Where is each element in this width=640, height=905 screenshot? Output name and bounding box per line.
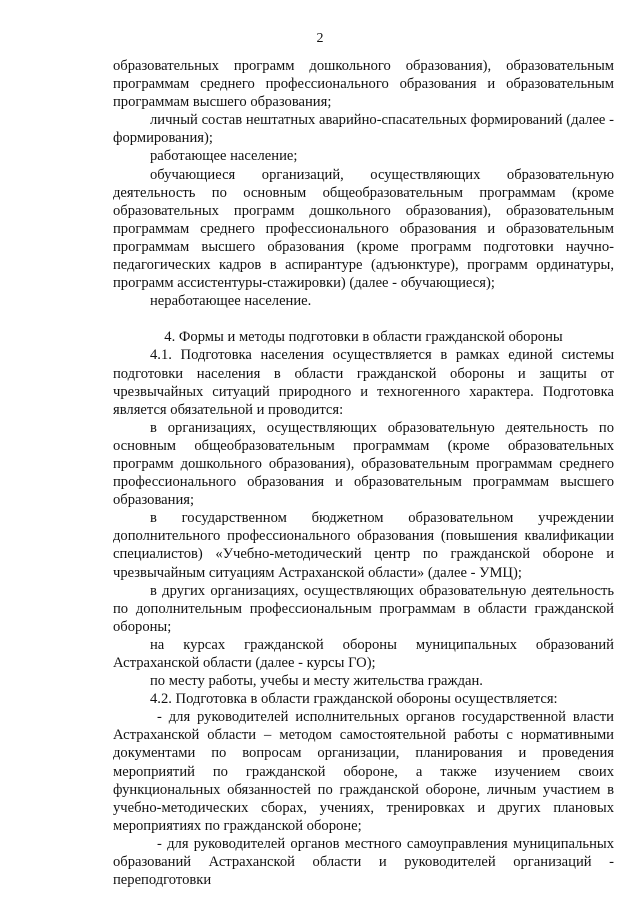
paragraph-continuation: образовательных программ дошкольного образования), образовательным программам среднего профессионального образования и образовательным программам высшего образования; — [113, 58, 614, 111]
list-item-formations: личный состав нештатных аварийно-спасательных формирований (далее - формирования); — [113, 112, 614, 147]
list-item-local-government-heads: - для руководителей органов местного самоуправления муниципальных образований Астраханской области и руководителей организаций - переподготовки — [113, 835, 614, 889]
document-body — [113, 57, 614, 889]
list-item-place-of-work: по месту работы, учебы и месту жительства граждан. — [150, 673, 483, 690]
list-item-other-organizations: в других организациях, осуществляющих образовательную деятельность по дополнительным профессиональным программам в области гражданской обороны; — [113, 582, 614, 635]
clause-4-2: 4.2. Подготовка в области гражданской обороны осуществляется: — [150, 691, 558, 708]
clause-4-1: 4.1. Подготовка населения осуществляется в рамках единой системы подготовки населения в области гражданской обороны и защиты от чрезвычайных ситуаций природного и техногенного характера. Подготовка является обязательной и проводится: — [113, 347, 614, 418]
section-heading: 4. Формы и методы подготовки в области гражданской обороны — [164, 329, 563, 346]
list-item-non-working-population: неработающее население. — [150, 293, 312, 310]
list-item-go-courses: на курсах гражданской обороны муниципальных образований Астраханской области (далее - курсы ГО); — [113, 636, 614, 671]
list-item-executive-heads: - для руководителей исполнительных органов государственной власти Астраханской области – методом самостоятельной работы с нормативными документами по вопросам организации, планирования и проведения мероприятий по гражданской обороне, а также изучением своих функциональных обязанностей по гражданской обороне, личным участием в учебно-методических сборах, учениях, тренировках и других плановых мероприятиях по гражданской обороне; — [113, 709, 614, 834]
list-item-working-population: работающее население; — [150, 148, 298, 165]
list-item-educational-organizations: в организациях, осуществляющих образовательную деятельность по основным общеобразовательным программам (кроме образовательных программ дошкольного образования), образовательным программам среднего профессионального образования и образовательным программам высшего образования; — [113, 419, 614, 509]
page-number: 2 — [316, 31, 324, 46]
list-item-students: обучающиеся организаций, осуществляющих образовательную деятельность по основным общеобразовательным программам (кроме образовательных программ дошкольного образования), образовательным программам среднего профессионального образования и образовательным программам высшего образования (кроме программ подготовки научно-педагогических кадров в аспирантуре (адъюнктуре), программ ординатуры, программ ассистентуры-стажировки) (далее - обучающиеся); — [113, 166, 614, 292]
list-item-umc: в государственном бюджетном образовательном учреждении дополнительного профессионального образования (повышения квалификации специалистов) «Учебно-методический центр по гражданской обороне и чрезвычайным ситуациям Астраханской области» (далее - УМЦ); — [113, 510, 614, 581]
